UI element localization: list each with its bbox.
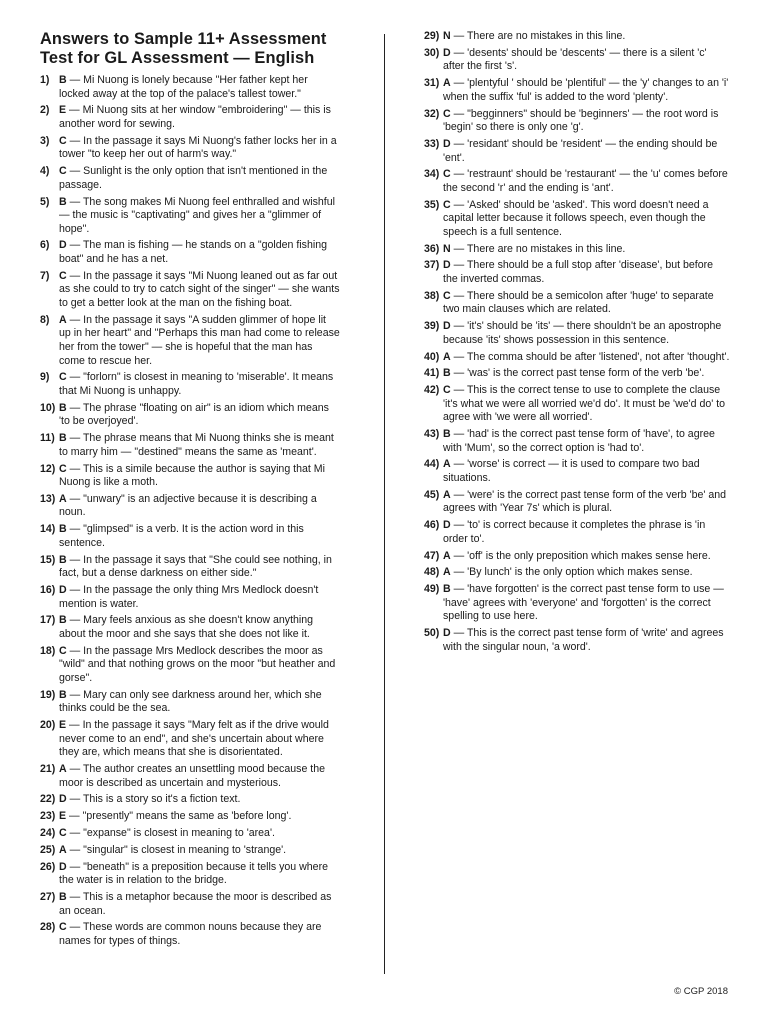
answer-number: 43) xyxy=(424,428,440,441)
answer-body: B — 'was' is the correct past tense form of the verb 'be'. xyxy=(443,367,705,380)
answer-item xyxy=(40,584,340,611)
answer-number: 25) xyxy=(40,843,56,856)
answer-item xyxy=(40,371,340,398)
answer-item xyxy=(40,135,340,162)
answer-number: 24) xyxy=(40,827,56,839)
answer-explanation: 'By lunch' is the only option which makes sense. xyxy=(467,566,693,579)
answer-number: 45) xyxy=(424,488,440,501)
answer-body: C — In the passage it says Mi Nuong's father locks her in a tower "to keep her out of harm's way." xyxy=(59,134,337,161)
answer-explanation: 'plentyful ' should be 'plentiful' — the 'y' changes to an 'i' when the suffix 'ful' is added to the word 'plenty'. xyxy=(443,77,729,103)
answer-item xyxy=(40,314,340,368)
answer-explanation: 'was' is the correct past tense form of the verb 'be'. xyxy=(467,367,705,380)
answer-body: E — In the passage it says "Mary felt as if the drive would never come to an end", and she's uncertain about where they are, which means that she is disorientated. xyxy=(59,719,329,759)
answer-explanation: The man is fishing — he stands on a "golden fishing boat" and he has a net. xyxy=(59,239,327,266)
answer-explanation: The phrase means that Mi Nuong thinks she is meant to marry him — "destined" means the same as 'meant'. xyxy=(59,432,334,458)
answer-body: A — "unwary" is an adjective because it is describing a noun. xyxy=(59,492,317,519)
answer-item xyxy=(40,463,340,490)
answer-body: C — 'Asked' should be 'asked'. This word doesn't need a capital letter because it follows speech, even though the speech is a full sentence. xyxy=(443,198,709,238)
answer-number: 46) xyxy=(424,519,440,532)
answer-body: B — This is a metaphor because the moor is described as an ocean. xyxy=(59,890,332,917)
answer-number: 41) xyxy=(424,367,440,380)
answer-body: D — In the passage the only thing Mrs Medlock doesn't mention is water. xyxy=(59,584,319,610)
answer-item xyxy=(40,763,340,790)
answer-letter: C xyxy=(59,134,67,147)
answer-letter: B xyxy=(59,614,67,627)
answer-item xyxy=(424,367,730,381)
answer-body: D — "beneath" is a preposition because it tells you where the water is in relation to the bridge. xyxy=(59,860,328,887)
answer-explanation: 'off' is the only preposition which makes sense here. xyxy=(467,549,711,562)
answer-explanation: The phrase "floating on air" is an idiom which means 'to be overjoyed'. xyxy=(59,401,329,428)
answer-letter: B xyxy=(59,74,67,86)
answer-body: B — The phrase "floating on air" is an idiom which means 'to be overjoyed'. xyxy=(59,401,329,428)
answer-body: C — There should be a semicolon after 'huge' to separate two main clauses which are related. xyxy=(443,289,714,316)
answer-item xyxy=(424,550,730,564)
answer-item xyxy=(424,243,730,257)
answer-letter: B xyxy=(443,428,451,441)
answer-body: C — In the passage it says "Mi Nuong leaned out as far out as she could to try to catch sight of the singer" — she wants to get a better look at the man on the fishing boat. xyxy=(59,269,340,310)
answer-item xyxy=(40,689,340,716)
answer-letter: C xyxy=(443,198,451,211)
answers-list-left xyxy=(40,74,340,949)
answer-letter: D xyxy=(443,137,451,150)
page-title: Answers to Sample 11+ Assessment Test for GL Assessment — English xyxy=(40,30,327,67)
answer-item xyxy=(40,614,340,641)
answer-letter: A xyxy=(59,763,67,776)
answer-letter: C xyxy=(443,168,451,181)
answer-explanation: There are no mistakes in this line. xyxy=(466,30,626,42)
answer-explanation: In the passage the only thing Mrs Medlock doesn't mention is water. xyxy=(59,584,319,610)
answer-body: A — 'were' is the correct past tense form of the verb 'be' and agrees with 'Year 7s' which is plural. xyxy=(443,488,727,515)
answer-number: 10) xyxy=(40,401,56,414)
answer-explanation: 'worse' is correct — it is used to compare two bad situations. xyxy=(443,458,700,485)
answer-explanation: "forlorn" is closest in meaning to 'miserable'. It means that Mi Nuong is unhappy. xyxy=(59,371,334,397)
answers-list-right xyxy=(424,30,730,654)
answer-body: B — "glimpsed" is a verb. It is the action word in this sentence. xyxy=(59,523,304,549)
answer-number: 17) xyxy=(40,614,56,627)
answer-item xyxy=(40,239,340,266)
answer-item xyxy=(40,74,340,101)
answer-number: 7) xyxy=(40,269,50,282)
answer-explanation: "singular" is closest in meaning to 'strange'. xyxy=(83,843,287,856)
left-column xyxy=(40,30,340,952)
answer-item xyxy=(40,402,340,429)
answer-explanation: In the passage it says "A sudden glimmer of hope lit up in her heart" and "Perhaps this man had come to release her from the tower" — she is hopeful that the man has come to rescue her. xyxy=(59,313,340,367)
answer-body: A — "singular" is closest in meaning to 'strange'. xyxy=(59,843,287,856)
answer-explanation: "begginners" should be 'beginners' — the root word is 'begin' so there is only one 'g'. xyxy=(443,107,719,134)
answer-body: A — 'off' is the only preposition which makes sense here. xyxy=(443,549,711,562)
answer-number: 31) xyxy=(424,77,440,90)
answer-letter: A xyxy=(59,313,67,326)
answer-letter: A xyxy=(59,492,67,505)
answer-letter: D xyxy=(59,860,67,873)
answer-body: E — "presently" means the same as 'before long'. xyxy=(59,810,292,823)
answer-item xyxy=(424,290,730,317)
answer-explanation: There should be a full stop after 'disease', but before the inverted commas. xyxy=(443,259,714,285)
answer-body: C — "forlorn" is closest in meaning to 'miserable'. It means that Mi Nuong is unhappy. xyxy=(59,371,334,397)
answer-letter: B xyxy=(443,583,451,596)
answer-item xyxy=(424,428,730,455)
answer-letter: A xyxy=(443,77,451,90)
answer-body: C — This is a simile because the author is saying that Mi Nuong is like a moth. xyxy=(59,462,325,489)
answer-item xyxy=(424,489,730,516)
answer-explanation: There are no mistakes in this line. xyxy=(466,242,626,255)
answer-body: C — "begginners" should be 'beginners' — the root word is 'begin' so there is only one 'g'. xyxy=(443,107,719,134)
answer-letter: C xyxy=(59,827,67,839)
answer-letter: A xyxy=(443,350,451,363)
answer-body: A — 'plentyful ' should be 'plentiful' — the 'y' changes to an 'i' when the suffix 'ful' is added to the word 'plenty'. xyxy=(443,77,729,103)
answer-explanation: These words are common nouns because they are names for types of things. xyxy=(59,921,322,947)
answer-explanation: This is the correct tense to use to complete the clause 'it's what we were all worried we'd do'. It must be 'we'd do' to agree with 'we were all worried'. xyxy=(443,384,726,424)
answer-body: C — Sunlight is the only option that isn't mentioned in the passage. xyxy=(59,165,328,191)
answer-item xyxy=(40,861,340,888)
answer-letter: B xyxy=(59,523,67,536)
answer-item xyxy=(424,384,730,425)
answer-number: 18) xyxy=(40,644,56,657)
answer-letter: C xyxy=(59,165,67,178)
answer-explanation: This is the correct past tense form of 'write' and agrees with the singular noun, 'a word'. xyxy=(443,627,724,653)
answer-item xyxy=(424,259,730,286)
answer-body: C — These words are common nouns because they are names for types of things. xyxy=(59,921,322,947)
answer-explanation: This is a simile because the author is saying that Mi Nuong is like a moth. xyxy=(59,462,325,489)
answer-body: C — "expanse" is closest in meaning to 'area'. xyxy=(59,827,275,839)
answer-explanation: 'restraunt' should be 'restaurant' — the 'u' comes before the second 'r' and the ending is 'ant'. xyxy=(443,168,728,194)
answer-letter: C xyxy=(443,289,451,302)
answer-explanation: The song makes Mi Nuong feel enthralled and wishful — the music is "captivating" and gives her a "glimmer of hope". xyxy=(59,195,335,235)
copyright-notice: © CGP 2018 xyxy=(674,986,728,997)
answer-explanation: "presently" means the same as 'before long'. xyxy=(82,810,292,823)
answer-letter: D xyxy=(443,320,451,333)
answer-item xyxy=(424,627,730,654)
answer-body: B — 'had' is the correct past tense form of 'have', to agree with 'Mum', so the correct option is 'had to'. xyxy=(443,428,715,454)
answer-number: 9) xyxy=(40,371,50,384)
answer-body: A — The comma should be after 'listened', not after 'thought'. xyxy=(443,350,730,363)
answer-body: B — The phrase means that Mi Nuong thinks she is meant to marry him — "destined" means the same as 'meant'. xyxy=(59,432,334,458)
answer-body: B — In the passage it says that "She could see nothing, in fact, but a dense darkness on either side." xyxy=(59,553,332,580)
answer-explanation: In the passage it says "Mary felt as if the drive would never come to an end", and she's uncertain about where they are, which means that she is disorientated. xyxy=(59,719,329,759)
answer-letter: B xyxy=(59,688,67,701)
answer-number: 29) xyxy=(424,30,440,42)
answer-letter: A xyxy=(59,843,67,856)
answer-letter: C xyxy=(59,462,67,475)
answer-item xyxy=(40,793,340,807)
answer-letter: A xyxy=(443,549,451,562)
answer-letter: N xyxy=(443,242,451,255)
answer-item xyxy=(40,827,340,841)
answer-number: 6) xyxy=(40,239,50,252)
answer-number: 19) xyxy=(40,688,56,701)
answer-letter: B xyxy=(59,401,67,414)
answer-item xyxy=(424,351,730,365)
answer-number: 49) xyxy=(424,583,440,596)
answer-explanation: In the passage it says "Mi Nuong leaned out as far out as she could to try to catch sight of the singer" — she wants to get a better look at the man on the fishing boat. xyxy=(59,269,340,310)
answer-item xyxy=(40,523,340,550)
answer-explanation: This is a metaphor because the moor is described as an ocean. xyxy=(59,890,332,917)
answer-number: 36) xyxy=(424,242,440,255)
answer-letter: C xyxy=(443,384,451,397)
answer-number: 2) xyxy=(40,104,50,117)
answer-body: D — 'residant' should be 'resident' — the ending should be 'ent'. xyxy=(443,137,718,164)
answer-item xyxy=(40,921,340,948)
answer-body: D — 'it's' should be 'its' — there shouldn't be an apostrophe because 'its' shows possession in this sentence. xyxy=(443,320,722,346)
right-column xyxy=(424,30,730,657)
answer-explanation: 'it's' should be 'its' — there shouldn't be an apostrophe because 'its' shows possession in this sentence. xyxy=(443,320,722,346)
answer-item xyxy=(424,138,730,165)
answer-number: 27) xyxy=(40,890,56,903)
answer-number: 15) xyxy=(40,553,56,566)
answer-number: 26) xyxy=(40,860,56,873)
answer-item xyxy=(40,104,340,131)
answer-letter: D xyxy=(443,46,451,59)
answer-letter: B xyxy=(59,890,67,903)
answer-body: D — 'desents' should be 'descents' — there is a silent 'c' after the first 's'. xyxy=(443,46,707,73)
answer-body: C — In the passage Mrs Medlock describes the moor as "wild" and that nothing grows on the moor "but heather and gorse". xyxy=(59,644,336,684)
answer-number: 20) xyxy=(40,719,56,732)
answer-letter: C xyxy=(443,107,451,120)
answer-number: 4) xyxy=(40,165,50,178)
answer-letter: B xyxy=(59,553,67,566)
answer-number: 12) xyxy=(40,462,56,475)
answer-letter: B xyxy=(59,432,67,445)
answer-explanation: "expanse" is closest in meaning to 'area'. xyxy=(83,827,275,839)
answer-item xyxy=(424,30,730,44)
answer-item xyxy=(424,566,730,580)
answer-body: B — Mi Nuong is lonely because "Her father kept her locked away at the top of the palace's tallest tower." xyxy=(59,74,308,100)
answer-explanation: The comma should be after 'listened', not after 'thought'. xyxy=(466,350,730,363)
answer-letter: C xyxy=(59,371,67,384)
answer-number: 13) xyxy=(40,492,56,505)
answer-letter: D xyxy=(443,519,451,532)
answer-body: D — This is a story so it's a fiction text. xyxy=(59,793,241,806)
answer-body: D — There should be a full stop after 'disease', but before the inverted commas. xyxy=(443,259,714,285)
answer-number: 32) xyxy=(424,107,440,120)
answer-body: A — In the passage it says "A sudden glimmer of hope lit up in her heart" and "Perhaps this man had come to release her from the tower" — she is hopeful that the man has come to rescue her. xyxy=(59,313,340,367)
answer-item xyxy=(40,891,340,918)
answer-number: 38) xyxy=(424,289,440,302)
answer-number: 8) xyxy=(40,313,50,326)
answer-letter: C xyxy=(59,921,67,934)
answer-explanation: 'residant' should be 'resident' — the ending should be 'ent'. xyxy=(443,137,718,164)
answer-explanation: In the passage it says that "She could see nothing, in fact, but a dense darkness on either side." xyxy=(59,553,332,580)
answer-letter: A xyxy=(443,566,451,579)
answer-letter: E xyxy=(59,719,67,732)
answer-number: 1) xyxy=(40,74,50,86)
answer-item xyxy=(40,493,340,520)
answer-explanation: Mi Nuong is lonely because "Her father kept her locked away at the top of the palace's tallest tower." xyxy=(59,74,308,100)
answer-item xyxy=(424,320,730,347)
answer-body: B — Mary feels anxious as she doesn't know anything about the moor and she says that she does not like it. xyxy=(59,614,314,640)
answer-explanation: Mary feels anxious as she doesn't know anything about the moor and she says that she does not like it. xyxy=(59,614,314,640)
answer-body: B — The song makes Mi Nuong feel enthralled and wishful — the music is "captivating" and gives her a "glimmer of hope". xyxy=(59,195,335,235)
answer-item xyxy=(40,165,340,192)
answer-explanation: Sunlight is the only option that isn't mentioned in the passage. xyxy=(59,165,328,191)
answer-number: 30) xyxy=(424,46,440,59)
answer-body: D — The man is fishing — he stands on a "golden fishing boat" and he has a net. xyxy=(59,239,327,266)
answer-letter: B xyxy=(443,367,451,380)
answer-explanation: In the passage Mrs Medlock describes the moor as "wild" and that nothing grows on the moor "but heather and gorse". xyxy=(59,644,336,684)
answer-item xyxy=(424,458,730,485)
column-divider xyxy=(384,34,385,974)
answer-body: A — 'worse' is correct — it is used to compare two bad situations. xyxy=(443,458,700,485)
answer-explanation: "glimpsed" is a verb. It is the action word in this sentence. xyxy=(59,523,304,549)
answer-number: 44) xyxy=(424,458,440,471)
answer-explanation: 'have forgotten' is the correct past tense form to use — 'have' agrees with 'everyone' and 'forgotten' is the correct spelling to use here. xyxy=(443,583,724,623)
answer-item xyxy=(424,583,730,624)
answer-number: 28) xyxy=(40,921,56,934)
answer-number: 50) xyxy=(424,627,440,640)
answer-body: D — This is the correct past tense form of 'write' and agrees with the singular noun, 'a word'. xyxy=(443,627,724,653)
answer-letter: N xyxy=(443,30,451,42)
answer-number: 14) xyxy=(40,523,56,536)
answer-body: N — There are no mistakes in this line. xyxy=(443,242,626,255)
answer-item xyxy=(40,196,340,237)
answer-number: 39) xyxy=(424,320,440,333)
answer-item xyxy=(424,168,730,195)
answer-letter: C xyxy=(59,269,67,282)
answer-number: 37) xyxy=(424,259,440,272)
answer-item xyxy=(40,719,340,760)
answer-explanation: "beneath" is a preposition because it tells you where the water is in relation to the bridge. xyxy=(59,860,328,887)
answer-item xyxy=(424,77,730,104)
answer-explanation: 'were' is the correct past tense form of the verb 'be' and agrees with 'Year 7s' which is plural. xyxy=(443,488,727,515)
answer-letter: E xyxy=(59,810,67,823)
answer-letter: D xyxy=(443,627,451,640)
answer-number: 5) xyxy=(40,195,50,208)
answer-item xyxy=(40,270,340,311)
answer-number: 33) xyxy=(424,137,440,150)
answer-item xyxy=(40,844,340,858)
answer-number: 40) xyxy=(424,350,440,363)
answer-item xyxy=(40,810,340,824)
answer-letter: D xyxy=(59,584,67,596)
answer-body: N — There are no mistakes in this line. xyxy=(443,30,626,42)
answer-letter: B xyxy=(59,195,67,208)
answer-item xyxy=(424,108,730,135)
answer-number: 21) xyxy=(40,763,56,776)
answer-letter: C xyxy=(59,644,67,657)
answer-explanation: The author creates an unsettling mood because the moor is described as uncertain and mysterious. xyxy=(59,763,326,789)
answer-body: E — Mi Nuong sits at her window "embroidering" — this is another word for sewing. xyxy=(59,104,331,130)
answer-item xyxy=(40,554,340,581)
answer-explanation: 'to' is correct because it completes the phrase is 'in order to'. xyxy=(443,519,706,545)
answer-body: C — 'restraunt' should be 'restaurant' — the 'u' comes before the second 'r' and the ending is 'ant'. xyxy=(443,168,728,194)
answer-explanation: Mary can only see darkness around her, which she thinks could be the sea. xyxy=(59,688,322,715)
answer-letter: D xyxy=(443,259,451,272)
answer-number: 23) xyxy=(40,810,56,823)
answer-explanation: This is a story so it's a fiction text. xyxy=(82,793,241,806)
answer-explanation: In the passage it says Mi Nuong's father locks her in a tower "to keep her out of harm's way." xyxy=(59,134,337,161)
answer-body: A — 'By lunch' is the only option which makes sense. xyxy=(443,566,693,579)
answer-body: B — 'have forgotten' is the correct past tense form to use — 'have' agrees with 'everyone' and 'forgotten' is the correct spelling to use here. xyxy=(443,583,724,623)
answer-explanation: Mi Nuong sits at her window "embroidering" — this is another word for sewing. xyxy=(59,104,331,130)
answer-item xyxy=(40,645,340,686)
answer-number: 42) xyxy=(424,384,440,397)
answer-letter: D xyxy=(59,239,67,252)
answer-body: C — This is the correct tense to use to complete the clause 'it's what we were all worried we'd do'. It must be 'we'd do' to agree with 'we were all worried'. xyxy=(443,384,726,424)
answer-number: 35) xyxy=(424,198,440,211)
answer-item xyxy=(40,432,340,459)
answer-item xyxy=(424,47,730,74)
answer-number: 3) xyxy=(40,134,50,147)
answer-number: 47) xyxy=(424,549,440,562)
answer-number: 34) xyxy=(424,168,440,181)
answer-explanation: 'Asked' should be 'asked'. This word doesn't need a capital letter because it follows speech, even though the speech is a full sentence. xyxy=(443,198,709,238)
answer-item xyxy=(424,199,730,240)
answer-letter: D xyxy=(59,793,67,806)
answer-letter: A xyxy=(443,488,451,501)
answer-body: D — 'to' is correct because it completes the phrase is 'in order to'. xyxy=(443,519,706,545)
answer-explanation: 'had' is the correct past tense form of 'have', to agree with 'Mum', so the correct option is 'had to'. xyxy=(443,428,715,454)
answer-explanation: There should be a semicolon after 'huge' to separate two main clauses which are related. xyxy=(443,289,714,316)
answer-explanation: "unwary" is an adjective because it is describing a noun. xyxy=(59,492,317,519)
answer-body: B — Mary can only see darkness around her, which she thinks could be the sea. xyxy=(59,688,322,715)
answer-explanation: 'desents' should be 'descents' — there is a silent 'c' after the first 's'. xyxy=(443,46,707,73)
answer-number: 11) xyxy=(40,432,55,445)
answer-number: 22) xyxy=(40,793,56,806)
answer-number: 16) xyxy=(40,584,56,596)
answer-letter: E xyxy=(59,104,67,117)
answer-letter: A xyxy=(443,458,451,471)
answer-number: 48) xyxy=(424,566,440,579)
answer-item xyxy=(424,519,730,546)
answer-body: A — The author creates an unsettling mood because the moor is described as uncertain and mysterious. xyxy=(59,763,326,789)
